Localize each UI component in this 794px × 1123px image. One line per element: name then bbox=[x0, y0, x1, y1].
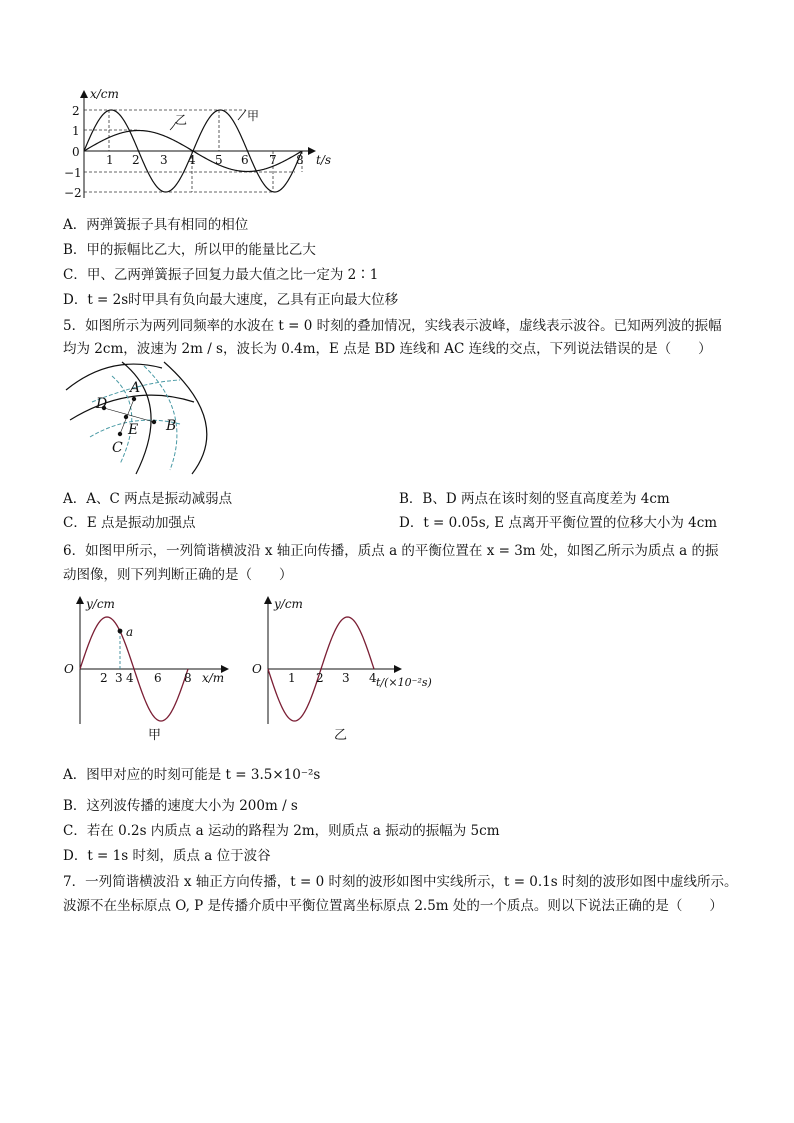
ylabel: x/cm bbox=[90, 87, 119, 101]
q6-stem-line1: 6．如图甲所示，一列简谐横波沿 x 轴正向传播，质点 a 的平衡位置在 x = 3m 处，如图乙所示为质点 a 的振 bbox=[63, 543, 719, 559]
y-tick-2: 2 bbox=[72, 104, 80, 118]
x-tick-5: 5 bbox=[215, 153, 223, 167]
q4-option-d: D．t = 2s时甲具有负向最大速度，乙具有正向最大位移 bbox=[63, 292, 399, 308]
point-a bbox=[132, 397, 136, 401]
label-yi: 乙 bbox=[175, 113, 188, 127]
q5-option-a: A．A、C 两点是振动减弱点 bbox=[63, 491, 233, 507]
q5-option-b: B．B、D 两点在该时刻的竖直高度差为 4cm bbox=[399, 491, 670, 507]
jia-point-a: a bbox=[126, 625, 134, 639]
q5-option-c: C．E 点是振动加强点 bbox=[63, 515, 196, 531]
q7-stem-line2: 波源不在坐标原点 O, P 是传播介质中平衡位置离坐标原点 2.5m 处的一个质点。则以下说法正确的是（ ） bbox=[63, 898, 723, 914]
jia-caption: 甲 bbox=[148, 728, 162, 743]
x-tick-8: 8 bbox=[296, 153, 304, 167]
yi-xtick-2: 2 bbox=[316, 671, 324, 685]
q6-stem-line2: 动图像，则下列判断正确的是（ ） bbox=[63, 567, 293, 583]
label-d: D bbox=[96, 396, 108, 412]
q4-option-b: B．甲的振幅比乙大，所以甲的能量比乙大 bbox=[63, 242, 316, 258]
jia-origin: O bbox=[64, 662, 74, 676]
xlabel: t/s bbox=[316, 153, 332, 167]
jia-xlabel: x/m bbox=[202, 671, 225, 685]
q5-stem-line1: 5．如图所示为两列同频率的水波在 t = 0 时刻的叠加情况，实线表示波峰，虚线表示波谷。已知两列波的振幅 bbox=[63, 318, 722, 334]
point-c bbox=[118, 432, 122, 436]
x-tick-6: 6 bbox=[241, 153, 249, 167]
vibration-graph-yi bbox=[250, 594, 435, 744]
origin-label: 0 bbox=[72, 145, 80, 159]
q6-option-b: B．这列波传播的速度大小为 200m / s bbox=[63, 798, 298, 814]
label-a: A bbox=[130, 380, 141, 396]
q6-option-c: C．若在 0.2s 内质点 a 运动的路程为 2m，则质点 a 振动的振幅为 5cm bbox=[63, 823, 500, 839]
jia-xtick-6: 6 bbox=[154, 671, 162, 685]
label-c: C bbox=[112, 440, 123, 456]
yi-origin: O bbox=[252, 662, 262, 676]
y-tick-neg1: −1 bbox=[64, 166, 82, 180]
yi-xtick-4: 4 bbox=[369, 671, 377, 685]
y-tick-neg2: −2 bbox=[64, 186, 82, 200]
jia-ylabel: y/cm bbox=[86, 597, 115, 611]
yi-xtick-1: 1 bbox=[288, 671, 296, 685]
q6-option-a: A．图甲对应的时刻可能是 t = 3.5×10⁻²s bbox=[63, 767, 321, 783]
x-tick-7: 7 bbox=[269, 153, 277, 167]
oscillation-graph bbox=[62, 87, 332, 203]
yi-xlabel: t/(×10⁻²s) bbox=[376, 676, 432, 689]
label-b: B bbox=[166, 418, 177, 434]
yi-xtick-3: 3 bbox=[342, 671, 350, 685]
q6-option-d: D．t = 1s 时刻，质点 a 位于波谷 bbox=[63, 848, 271, 864]
y-tick-1: 1 bbox=[72, 124, 80, 138]
q5-stem-line2: 均为 2cm，波速为 2m / s，波长为 0.4m，E 点是 BD 连线和 AC 连线的交点，下列说法错误的是（ ） bbox=[63, 341, 712, 357]
jia-xtick-3: 3 bbox=[115, 671, 123, 685]
q7-stem-line1: 7．一列简谐横波沿 x 轴正方向传播，t = 0 时刻的波形如图中实线所示，t = 0.1s 时刻的波形如图中虚线所示。 bbox=[63, 874, 738, 890]
q5-option-d: D．t = 0.05s, E 点离开平衡位置的位移大小为 4cm bbox=[399, 515, 718, 531]
jia-xtick-4: 4 bbox=[126, 671, 134, 685]
yi-caption: 乙 bbox=[334, 728, 348, 743]
jia-xtick-2: 2 bbox=[100, 671, 108, 685]
point-b bbox=[152, 420, 156, 424]
point-a-marker bbox=[118, 629, 123, 634]
yi-ylabel: y/cm bbox=[274, 597, 303, 611]
jia-xtick-8: 8 bbox=[184, 671, 192, 685]
q4-option-c: C．甲、乙两弹簧振子回复力最大值之比一定为 2∶1 bbox=[63, 267, 379, 283]
x-tick-4: 4 bbox=[188, 153, 196, 167]
point-e bbox=[124, 415, 128, 419]
waveform-graph-jia bbox=[62, 594, 237, 744]
q4-option-a: A．两弹簧振子具有相同的相位 bbox=[63, 217, 249, 233]
wave-interference-figure bbox=[62, 362, 222, 477]
label-e: E bbox=[128, 422, 139, 438]
x-tick-1: 1 bbox=[106, 153, 114, 167]
x-tick-3: 3 bbox=[160, 153, 168, 167]
label-jia: 甲 bbox=[247, 109, 260, 123]
x-tick-2: 2 bbox=[132, 153, 140, 167]
